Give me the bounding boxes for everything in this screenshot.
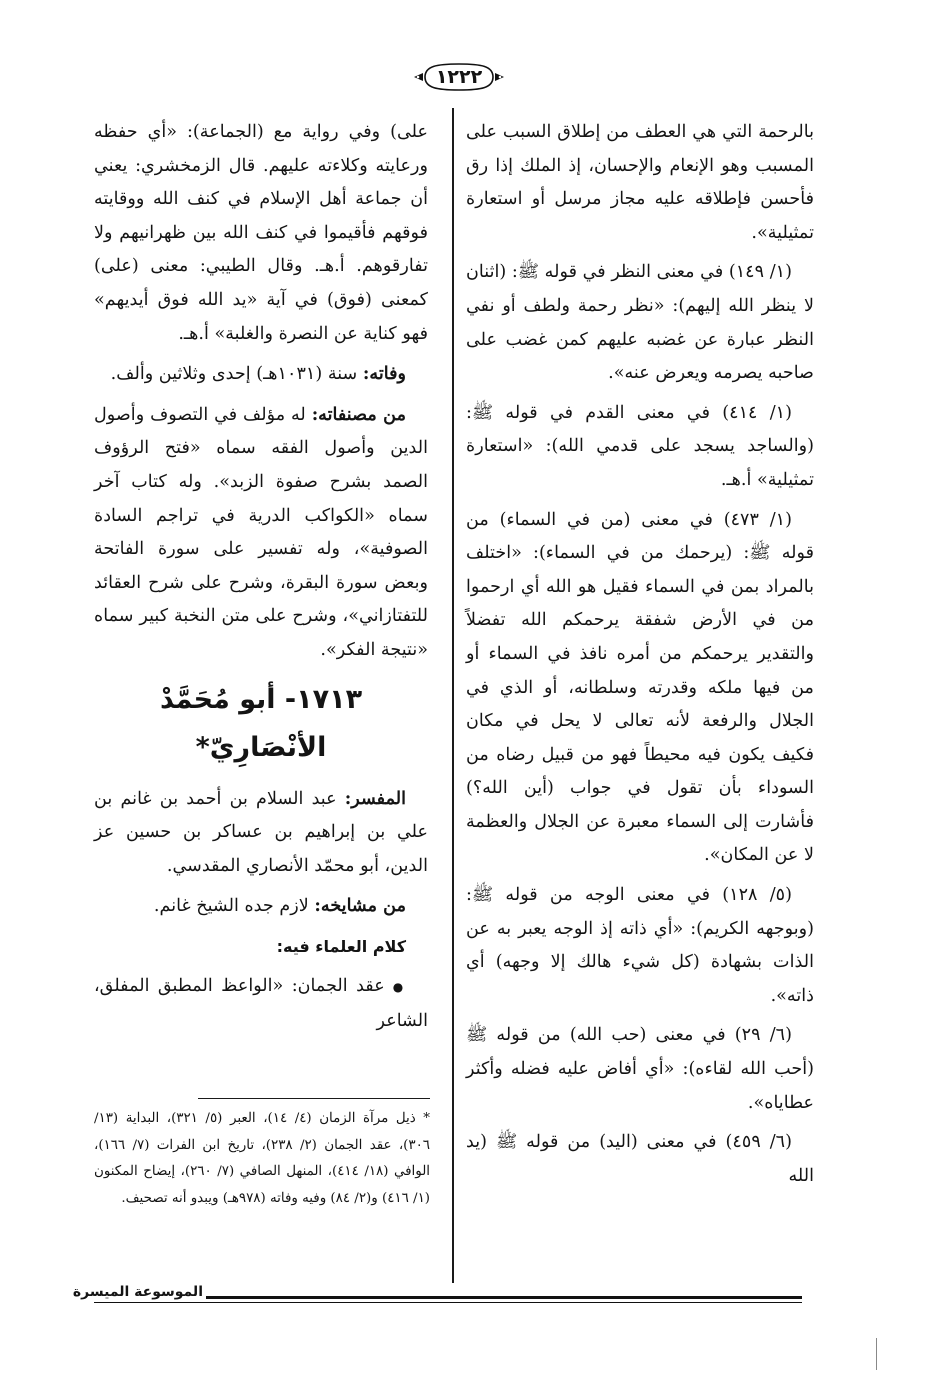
footer-rule [206, 1296, 802, 1299]
paragraph-text: سنة (١٠٣١هـ) إحدى وثلاثين وألف. [110, 364, 363, 385]
paragraph-text: (١/ ١٤٩) في معنى النظر في قوله ﷺ: (اثنان لا ينظر الله إليهم): «نظر رحمة ولطف أو نفي النظر عبارة عن غضبه عليهم كمن غضب على صاحبه يصرمه ويعرض عنه». [466, 262, 814, 384]
scan-edge-mark [876, 1338, 877, 1370]
footer-rule-thin [94, 1302, 802, 1303]
footer-title: الموسوعة الميسرة [72, 1284, 203, 1300]
footnote: * ذيل مرآة الزمان (٤/ ١٤)، العبر (٥/ ٣٢١)، البداية (١٣/ ٣٠٦)، عقد الجمان (٢/ ٢٣٨)، تاريخ ابن الفرات (٧/ ١٦٦)، الوافي (١٨/ ٤١٤)، المنهل الصافي (٧/ ٢٦٠)، إيضاح المكنون (١/ ٤١٦) و(٢/ ٨٤) وفيه وفاته (٩٧٨هـ) ويبدو أنه تصحيف. [94, 1111, 430, 1206]
paragraph-lead: المفسر: [344, 787, 406, 809]
entry-paragraph [94, 889, 428, 924]
paragraph-text: (١/ ٤٧٣) في معنى (من في السماء) من قوله ﷺ: (يرحمك من في السماء): «اختلف بالمراد بمن في السماء فقيل هو الله أي ارحموا من في الأرض شفقة يرحمكم الله تفضلاً والتقدير يرحمكم من أمره نافذ في السماء أو من فيها ملكه وقدرته وسلطانه، أو الذي في الجلال والرفعة لأنه تعالى لا يحل في مكان فكيف يكون فيه محيطاً فهو من قبيل رضاه من السوداء بأن تقول في جواب (أين الله؟) فأشارت إلى السماء معبرة عن الجلال والعظمة لا عن المكان». [466, 509, 814, 866]
bullet-text: عقد الجمان: «الواعظ المطبق المفلق، الشاعر [94, 976, 428, 1032]
paragraph-text: (١/ ٤١٤) في معنى القدم في قوله ﷺ: (والساجد يسجد على قدمي الله): «استعارة تمثيلية» أ.هـ. [466, 402, 814, 490]
paragraph [466, 116, 814, 250]
death-paragraph [94, 357, 428, 392]
column-divider [452, 108, 454, 1283]
paragraph [466, 256, 814, 390]
entry-title: ١٧١٣- أبو مُحَمَّدْ الأنْصَارِيّ* [159, 683, 363, 763]
section-heading [94, 930, 428, 965]
paragraph [94, 116, 428, 351]
paragraph [466, 1126, 814, 1193]
entry-paragraph [94, 782, 428, 884]
paragraph [466, 1019, 814, 1120]
paragraph-text: له مؤلف في التصوف وأصول الدين وأصول الفقه سماه «فتح الرؤوف الصمد بشرح صفوة الزبد». وله كتاب آخر سماه «الكواكب الدرية في تراجم السادة الصوفية»، وله تفسير على سورة الفاتحة وبعض سورة البقرة، وشرح على شرح العقائد للتفتازاني»، وشرح على متن النخبة كبير سماه «نتيجة الفكر». [94, 404, 428, 660]
paragraph [466, 504, 814, 874]
paragraph-text: (٥/ ١٢٨) في معنى الوجه من قوله ﷺ: (وبوجهه الكريم): «أي ذاته إذ الوجه يعبر به عن الذات بشهادة (كل شيء هالك إلا وجهه) أي ذاته». [466, 885, 814, 1006]
paragraph-lead: من مشايخه: [314, 895, 406, 917]
paragraph-text: عبد السلام بن أحمد بن غانم بن علي بن إبراهيم بن عساكر بن حسين عز الدين، أبو محمّد الأنصاري المقدسي. [94, 788, 428, 876]
bullet-item [94, 970, 428, 1038]
paragraph-text: على) وفي رواية مع (الجماعة): «أي حفظه ورعايته وكلاءته عليهم. قال الزمخشري: يعني أن جماعة أهل الإسلام في كنف الله ووقايته فوقهم فأقيموا في كنف الله بين ظهرانيهم ولا تفارقوهم. أ.هـ. وقال الطيبي: معنى (على) كمعنى (فوق) في آية «يد الله فوق أيديهم» فهو كناية عن النصرة والغلبة» أ.هـ. [94, 122, 428, 344]
page-number-ornament [411, 60, 507, 94]
works-paragraph [94, 398, 428, 668]
page-number: ١٢٢٢ [435, 66, 483, 88]
paragraph [466, 397, 814, 498]
paragraph-lead: وفاته: [362, 363, 406, 385]
section-label: كلام العلماء فيه: [276, 936, 406, 956]
paragraph [466, 879, 814, 1013]
paragraph-text: بالرحمة التي هي العطف من إطلاق السبب على المسبب وهو الإنعام والإحسان، إذ الملك إذا رق فأحسن فإطلاقه عليه مجاز مرسل أو استعارة تمثيلية». [466, 122, 814, 243]
left-column [94, 116, 428, 1045]
paragraph-text: لازم جده الشيخ غانم. [153, 896, 315, 917]
right-column [466, 116, 814, 1199]
paragraph-text: (٦/ ٢٩) في معنى (حب الله) من قوله ﷺ (أحب الله لقاءه): «أي أفاض عليه فضله وأكثر عطاياه». [466, 1025, 814, 1113]
paragraph-lead: من مصنفاته: [311, 403, 406, 425]
footnote-separator [198, 1098, 430, 1099]
paragraph-text: (٦/ ٤٥٩) في معنى (اليد) من قوله ﷺ (يد الله [466, 1132, 814, 1186]
